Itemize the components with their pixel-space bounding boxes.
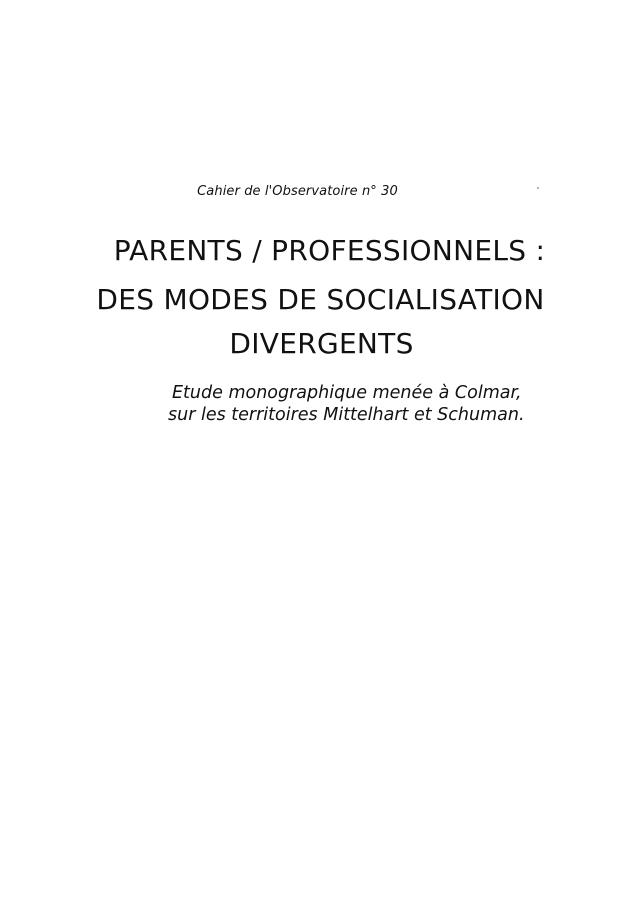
series-label: Cahier de l'Observatoire n° 30 (197, 184, 398, 199)
title-line-3: DIVERGENTS (229, 327, 414, 360)
subtitle-line-1: Etude monographique menée à Colmar, (172, 383, 522, 403)
subtitle-line-2: sur les territoires Mittelhart et Schuman. (168, 405, 525, 425)
title-line-2: DES MODES DE SOCIALISATION (96, 283, 545, 316)
scan-speck (537, 187, 539, 189)
title-line-1: PARENTS / PROFESSIONNELS : (113, 234, 546, 267)
